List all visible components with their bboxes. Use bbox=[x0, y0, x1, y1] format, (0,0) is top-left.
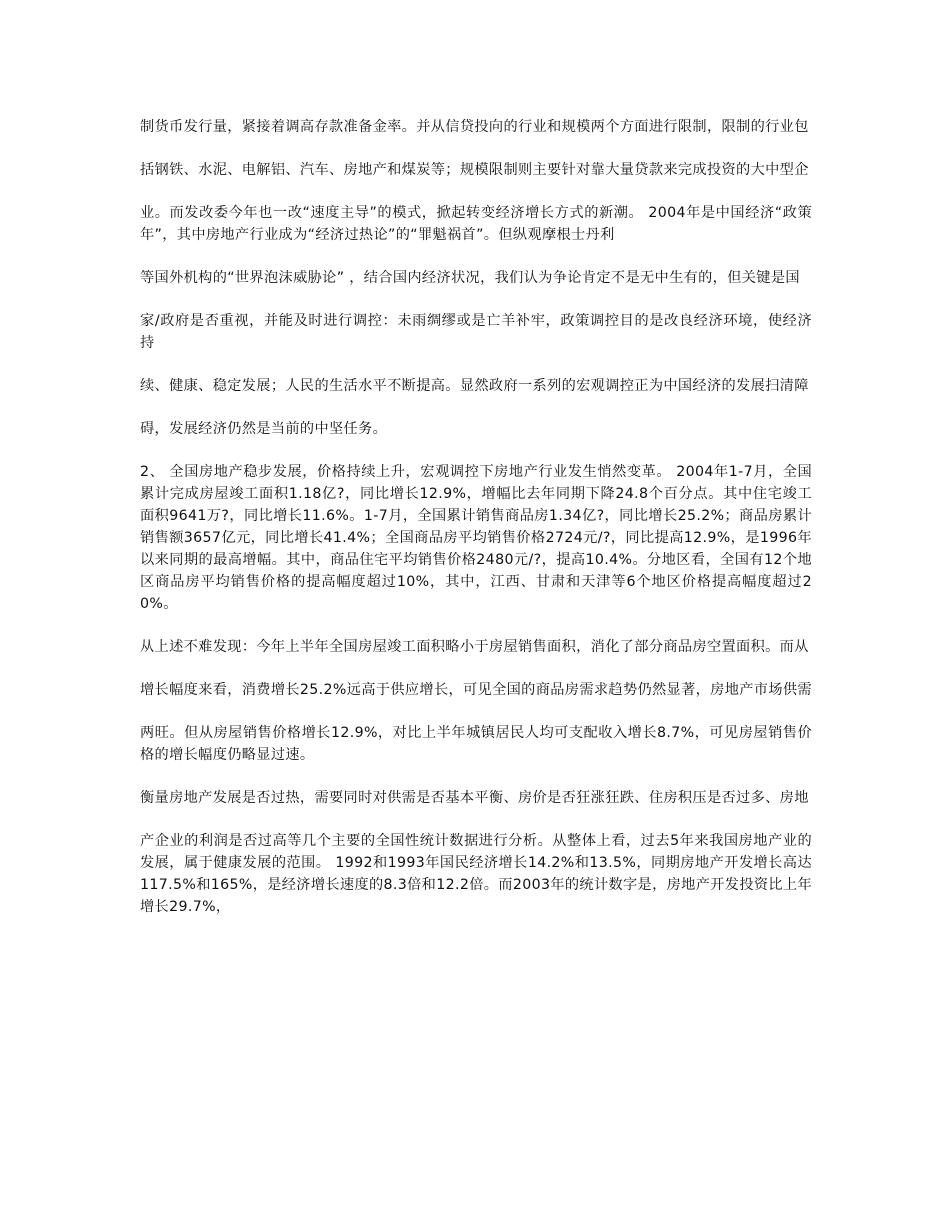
paragraph-10: 增长幅度来看，消费增长25.2%远高于供应增长，可见全国的商品房需求趋势仍然显著，房地产市场供需 bbox=[140, 682, 812, 698]
paragraph-1: 制货币发行量，紧接着调高存款准备金率。并从信贷投向的行业和规模两个方面进行限制，限制的行业包 bbox=[140, 119, 809, 135]
paragraph-4: 等国外机构的“世界泡沫威胁论” ，结合国内经济状况，我们认为争论肯定不是无中生有的，但关键是国 bbox=[140, 270, 800, 286]
document-body bbox=[140, 116, 812, 939]
paragraph-13: 产企业的利润是否过高等几个主要的全国性统计数据进行分析。从整体上看，过去5年来我国房地产业的发展，属于健康发展的范围。 1992和1993年国民经济增长14.2%和13.5%，同期房地产开发增长高达117.5%和165%，是经济增长速度的8.3倍和12.2倍。而2003年的统计数字是，房地产开发投资比上年增长29.7%， bbox=[140, 833, 813, 915]
paragraph-9: 从上述不难发现：今年上半年全国房屋竣工面积略小于房屋销售面积，消化了部分商品房空置面积。而从 bbox=[140, 639, 809, 655]
paragraph-7: 碍，发展经济仍然是当前的中坚任务。 bbox=[140, 421, 388, 437]
paragraph-2: 括钢铁、水泥、电解铝、汽车、房地产和煤炭等；规模限制则主要针对靠大量贷款来完成投资的大中型企 bbox=[140, 162, 809, 178]
paragraph-8: 2、 全国房地产稳步发展，价格持续上升，宏观调控下房地产行业发生悄然变革。 2004年1-7月，全国累计完成房屋竣工面积1.18亿?，同比增长12.9%，增幅比去年同期下降24.8个百分点。其中住宅竣工面积9641万?，同比增长11.6%。1-7月，全国累计销售商品房1.34亿?，同比增长25.2%；商品房累计销售额3657亿元，同比增长41.4%；全国商品房平均销售价格2724元/?，同比提高12.9%，是1996年以来同期的最高增幅。其中，商品住宅平均销售价格2480元/?，提高10.4%。分地区看，全国有12个地区商品房平均销售价格的提高幅度超过10%，其中，江西、甘肃和天津等6个地区价格提高幅度超过20%。 bbox=[140, 464, 812, 612]
paragraph-11: 两旺。但从房屋销售价格增长12.9%，对比上半年城镇居民人均可支配收入增长8.7%，可见房屋销售价格的增长幅度仍略显过速。 bbox=[140, 725, 812, 763]
paragraph-5: 家/政府是否重视，并能及时进行调控：未雨绸缪或是亡羊补牢，政策调控目的是改良经济环境，使经济持 bbox=[140, 313, 812, 351]
paragraph-12: 衡量房地产发展是否过热，需要同时对供需是否基本平衡、房价是否狂涨狂跌、住房积压是否过多、房地 bbox=[140, 790, 809, 806]
paragraph-6: 续、健康、稳定发展；人民的生活水平不断提高。显然政府一系列的宏观调控正为中国经济的发展扫清障 bbox=[140, 378, 809, 394]
paragraph-3: 业。而发改委今年也一改“速度主导”的模式，掀起转变经济增长方式的新潮。 2004年是中国经济“政策年”，其中房地产行业成为“经济过热论”的“罪魁祸首”。但纵观摩根士丹利 bbox=[140, 205, 812, 243]
